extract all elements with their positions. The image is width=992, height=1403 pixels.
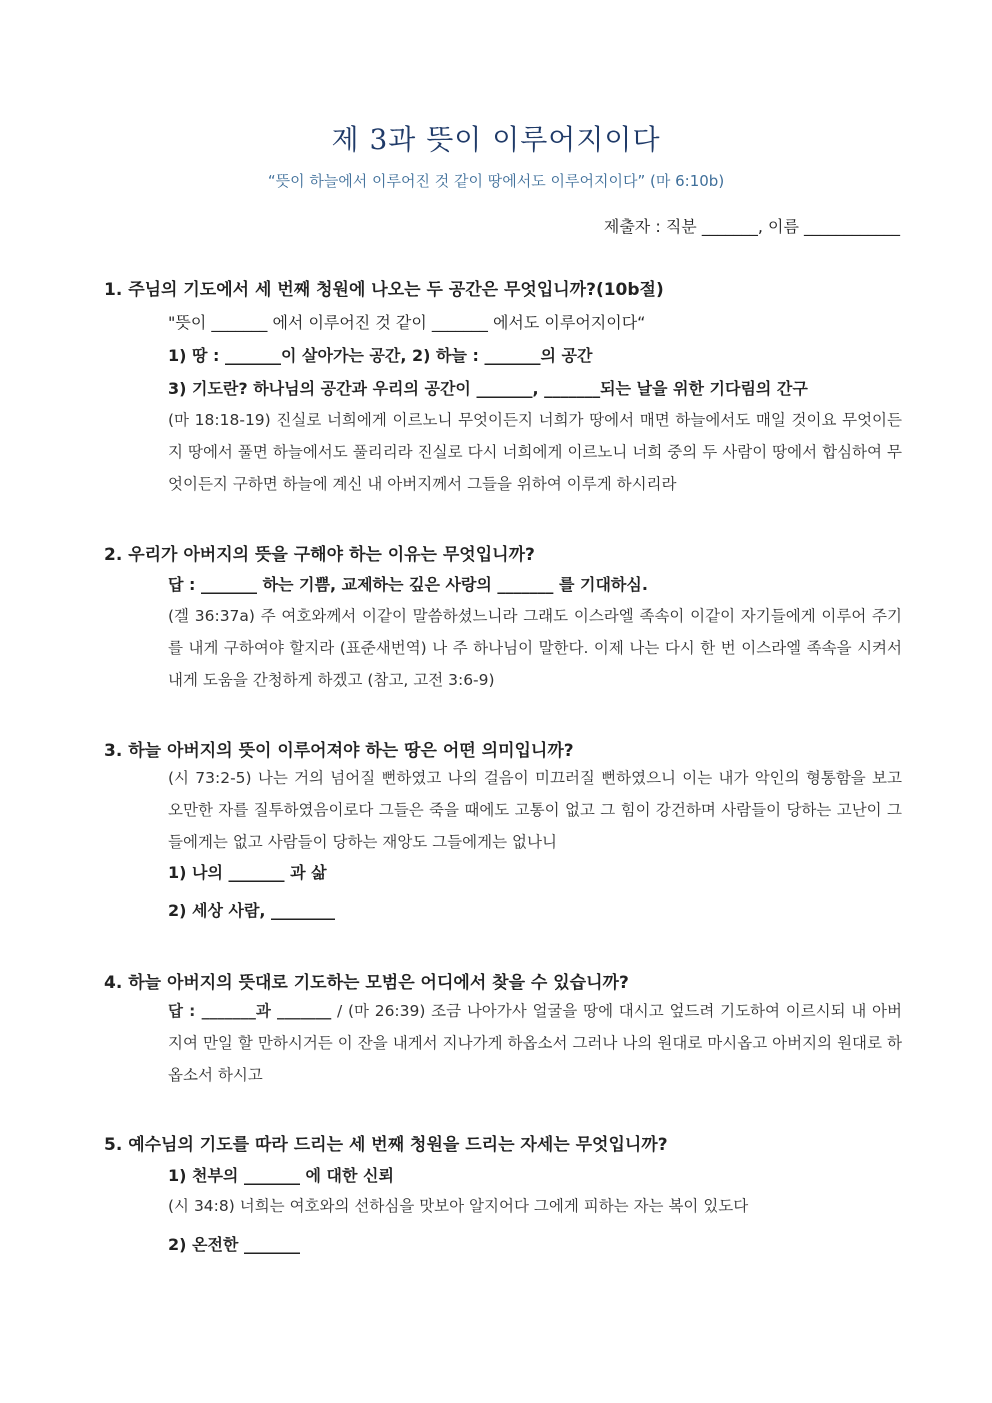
q3-item-2: 2) 세상 사람, ________ (168, 901, 336, 920)
q5-verse: (시 34:8) 너희는 여호와의 선하심을 맛보아 알지어다 그에게 피하는 자는 복이 있도다 (168, 1197, 749, 1215)
q2-answer: 답 : _______ 하는 기쁨, 교제하는 깊은 사랑의 _______ 를 기대하심. (168, 575, 648, 594)
q5-item-2: 2) 온전한 _______ (168, 1235, 300, 1254)
q4-answer-label: 답 : _______과 _______ (168, 1002, 332, 1020)
question-1: 1. 주님의 기도에서 세 번째 청원에 나오는 두 공간은 무엇입니까?(10b절) (104, 280, 664, 300)
submitter-line: 제출자 : 직분 _______, 이름 ____________ (603, 217, 900, 236)
q1-item-2: 3) 기도란? 하나님의 공간과 우리의 공간이 _______, _______되는 날을 위한 기다림의 간구 (168, 379, 808, 398)
q2-verse: (겔 36:37a) 주 여호와께서 이같이 말씀하셨느니라 그래도 이스라엘 족속이 이같이 자기들에게 이루어 주기를 내게 구하여야 할지라 (표준새번역) 나 주 하나님이 말한다. 이제 나는 다시 한 번 이스라엘 족속을 시켜서 내게 도움을 간청하게 하겠고 (참고, 고전 3:6-9) (168, 607, 902, 689)
question-2: 2. 우리가 아버지의 뜻을 구해야 하는 이유는 무엇입니까? (104, 545, 535, 565)
q3-verse: (시 73:2-5) 나는 거의 넘어질 뻔하였고 나의 걸음이 미끄러질 뻔하였으니 이는 내가 악인의 형통함을 보고 오만한 자를 질투하였음이로다 그들은 죽을 때에도 고통이 없고 그 힘이 강건하며 사람들이 당하는 고난이 그들에게는 없고 사람들이 당하는 재앙도 그들에게는 없나니 (168, 769, 902, 851)
q3-item-1: 1) 나의 _______ 과 삶 (168, 863, 327, 882)
q1-quote: "뜻이 _______ 에서 이루어진 것 같이 _______ 에서도 이루어지이다“ (168, 313, 646, 332)
question-5: 5. 예수님의 기도를 따라 드리는 세 번째 청원을 드리는 자세는 무엇입니까? (104, 1135, 668, 1155)
q1-verse: (마 18:18-19) 진실로 너희에게 이르노니 무엇이든지 너희가 땅에서 매면 하늘에서도 매일 것이요 무엇이든지 땅에서 풀면 하늘에서도 풀리리라 진실로 다시 너희에게 이르노니 너희 중의 두 사람이 땅에서 합심하여 무엇이든지 구하면 하늘에 계신 내 아버지께서 그들을 위하여 이루게 하시리라 (168, 411, 902, 493)
page-title: 제 3과 뜻이 이루어지이다 (331, 123, 661, 156)
q4-answer-block (168, 995, 902, 1091)
question-3: 3. 하늘 아버지의 뜻이 이루어져야 하는 땅은 어떤 의미입니까? (104, 741, 574, 761)
q4-verse: / (마 26:39) 조금 나아가사 얼굴을 땅에 대시고 엎드려 기도하여 이르시되 내 아버지여 만일 할 만하시거든 이 잔을 내게서 지나가게 하옵소서 그러나 나의 원대로 마시옵고 아버지의 원대로 하옵소서 하시고 (168, 1002, 902, 1084)
page-subtitle: “뜻이 하늘에서 이루어진 것 같이 땅에서도 이루어지이다” (마 6:10b) (267, 172, 725, 190)
question-4: 4. 하늘 아버지의 뜻대로 기도하는 모범은 어디에서 찾을 수 있습니까? (104, 973, 629, 993)
q1-item-1: 1) 땅 : _______이 살아가는 공간, 2) 하늘 : _______의 공간 (168, 346, 593, 365)
q5-item-1: 1) 천부의 _______ 에 대한 신뢰 (168, 1166, 394, 1185)
